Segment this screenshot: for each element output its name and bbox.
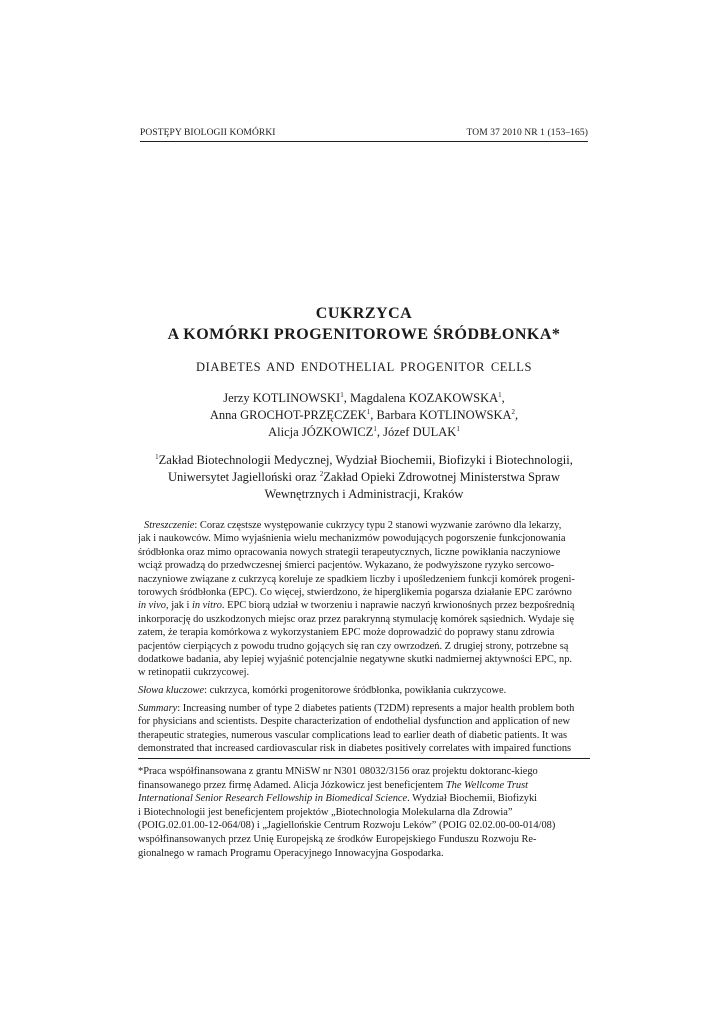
footnote-line: gionalnego w ramach Programu Operacyjnego Innowacyjna Gospodarka. (138, 847, 444, 859)
footnote-italic: The Wellcome Trust (445, 779, 529, 791)
summary-label: Summary (138, 703, 178, 714)
author-affiliation-mark: 1 (456, 424, 460, 433)
running-header (140, 128, 588, 138)
abstract-line: inkorporację do uszkodzonych miejsc oraz przez parakrynną stymulację komórek sąsiednich. Wydaje się (138, 613, 575, 625)
abstract-line: naczyniowe związane z cukrzycą koreluje ze spadkiem liczby i upośledzeniem funkcji komórek progeni- (138, 573, 575, 585)
summary-line (138, 702, 590, 715)
abstract-line: wciąż prowadzą do przedwczesnej śmierci pacjentów. Wykazano, że podwyższone ryzyko sercowo- (138, 560, 555, 572)
title-line-2: A KOMÓRKI PROGENITOROWE ŚRÓDBŁONKA* (167, 326, 561, 343)
footnote-line (138, 792, 590, 806)
author-affiliation-mark: 1 (366, 407, 371, 416)
affiliation-mark: 2 (319, 469, 324, 478)
footnote-text: finansowanego przez firmę Adamed. Alicja Józkowicz jest beneficjentem (138, 779, 446, 791)
abstract-label: Streszczenie (144, 520, 195, 531)
author-name: Józef DULAK (383, 425, 457, 439)
affiliation-mark: 1 (155, 452, 159, 461)
abstract-line: pacjentów cierpiących z powodu trudno gojących się ran czy owrzodzeń. Z drugiej strony, potrzebne są (138, 640, 569, 652)
volume-info: TOM 37 2010 NR 1 (153–165) (466, 128, 588, 138)
author-name: Barbara KOTLINOWSKA (376, 408, 512, 422)
author-name: Alicja JÓZKOWICZ (268, 425, 374, 439)
summary-text: : Increasing number of type 2 diabetes patients (T2DM) represents a major health problem both (177, 703, 575, 714)
keywords (138, 684, 590, 697)
header-rule (140, 141, 588, 142)
summary-en (138, 702, 590, 756)
author-list (120, 390, 608, 441)
summary-line: demonstrated that increased cardiovascular risk in diabetes positively correlates with impaired functions (138, 743, 572, 755)
author-line (120, 407, 608, 424)
summary-line: for physicians and scientists. Despite characterization of endothelial dysfunction and application of new (138, 716, 570, 728)
footnote-italic: International Senior Research Fellowship in Biomedical Science (138, 793, 408, 805)
abstract-text: , jak i (166, 600, 192, 612)
footnote-line: współfinansowanych przez Unię Europejską ze środków Europejskiego Funduszu Rozwoju Re- (138, 833, 537, 845)
author-separator: , (343, 391, 350, 405)
keywords-text: : cukrzyca, komórki progenitorowe śródbłonka, powikłania cukrzycowe. (204, 685, 507, 696)
author-affiliation-mark: 1 (498, 390, 502, 399)
journal-name: POSTĘPY BIOLOGII KOMÓRKI (140, 128, 276, 138)
keywords-label: Słowa kluczowe (138, 685, 205, 696)
affiliation-text: Zakład Opieki Zdrowotnej Ministerstwa Spraw (323, 470, 560, 484)
author-line (120, 390, 608, 407)
english-title: DIABETES AND ENDOTHELIAL PROGENITOR CELLS (195, 360, 533, 374)
abstract-pl (138, 519, 590, 680)
author-line (120, 424, 608, 441)
abstract-line: śródbłonka oraz mimo opracowania nowych strategii terapeutycznych, liczne powikłania naczyniowe (138, 546, 561, 558)
affiliation-line (120, 486, 608, 503)
abstract-italic: in vivo (138, 600, 166, 612)
author-separator: , (501, 391, 505, 405)
abstract-text: . EPC biorą udział w tworzeniu i naprawie naczyń krwionośnych przez bezpośrednią (221, 600, 575, 612)
abstract-line: jak i naukowców. Mimo wyjaśnienia wielu mechanizmów powodujących pogorszenie funkcjonowania (138, 533, 566, 545)
footnote-text: . Wydział Biochemii, Biofizyki (407, 793, 538, 805)
author-affiliation-mark: 1 (373, 424, 377, 433)
footnote-line (138, 779, 590, 793)
footnote-line: *Praca współfinansowana z grantu MNiSW nr N301 08032/3156 oraz projektu doktoranc-kiego (138, 766, 538, 777)
summary-line: therapeutic strategies, numerous vascular complications lead to earlier death of diabetic patients. It was (138, 729, 568, 741)
footnote (138, 765, 590, 860)
author-name: Jerzy KOTLINOWSKI (223, 391, 341, 405)
abstract-italic: in vitro (191, 600, 222, 612)
abstract-line: torowych śródbłonka (EPC). Co więcej, stwierdzono, że hiperglikemia pogarsza działanie EPC zarówno (138, 587, 572, 599)
abstract-line (138, 519, 590, 532)
affiliation-text: Zakład Biotechnologii Medycznej, Wydział Biochemii, Biofizyki i Biotechnologii, (158, 453, 573, 467)
affiliation-line (120, 452, 608, 469)
author-affiliation-mark: 2 (511, 407, 515, 416)
author-separator: , (515, 408, 519, 422)
author-name: Anna GROCHOT-PRZĘCZEK (209, 408, 367, 422)
title-line-1: CUKRZYCA (315, 305, 413, 322)
abstract-line (138, 599, 590, 612)
author-name: Magdalena KOZAKOWSKA (349, 391, 499, 405)
abstract-line: dodatkowe badania, aby lepiej wyjaśnić potencjalnie negatywne skutki nadmiernej aktywności EPC, np. (138, 654, 572, 666)
footnote-line: (POIG.02.01.00-12-064/08) i „Jagiellońskie Centrum Rozwoju Leków” (POIG 02.02.00-00-014/08) (138, 820, 556, 832)
affiliations (120, 452, 608, 503)
abstract-line: zatem, że terapia komórkowa z wykorzystaniem EPC może doprowadzić do poprawy stanu zdrowia (138, 627, 555, 639)
affiliation-line (120, 469, 608, 486)
affiliation-text: Uniwersytet Jagielloński oraz (168, 470, 320, 484)
abstract-line: w retinopatii cukrzycowej. (138, 667, 250, 679)
affiliation-text: Wewnętrznych i Administracji, Kraków (264, 487, 464, 501)
abstract-text: : Coraz częstsze występowanie cukrzycy typu 2 stanowi wyzwanie zarówno dla lekarzy, (194, 520, 562, 531)
footnote-rule (138, 758, 590, 759)
author-separator: , (370, 408, 377, 422)
author-affiliation-mark: 1 (340, 390, 344, 399)
author-separator: , (376, 425, 384, 439)
footnote-line: i Biotechnologii jest beneficjentem projektów „Biotechnologia Molekularna dla Zdrowia” (138, 806, 513, 818)
